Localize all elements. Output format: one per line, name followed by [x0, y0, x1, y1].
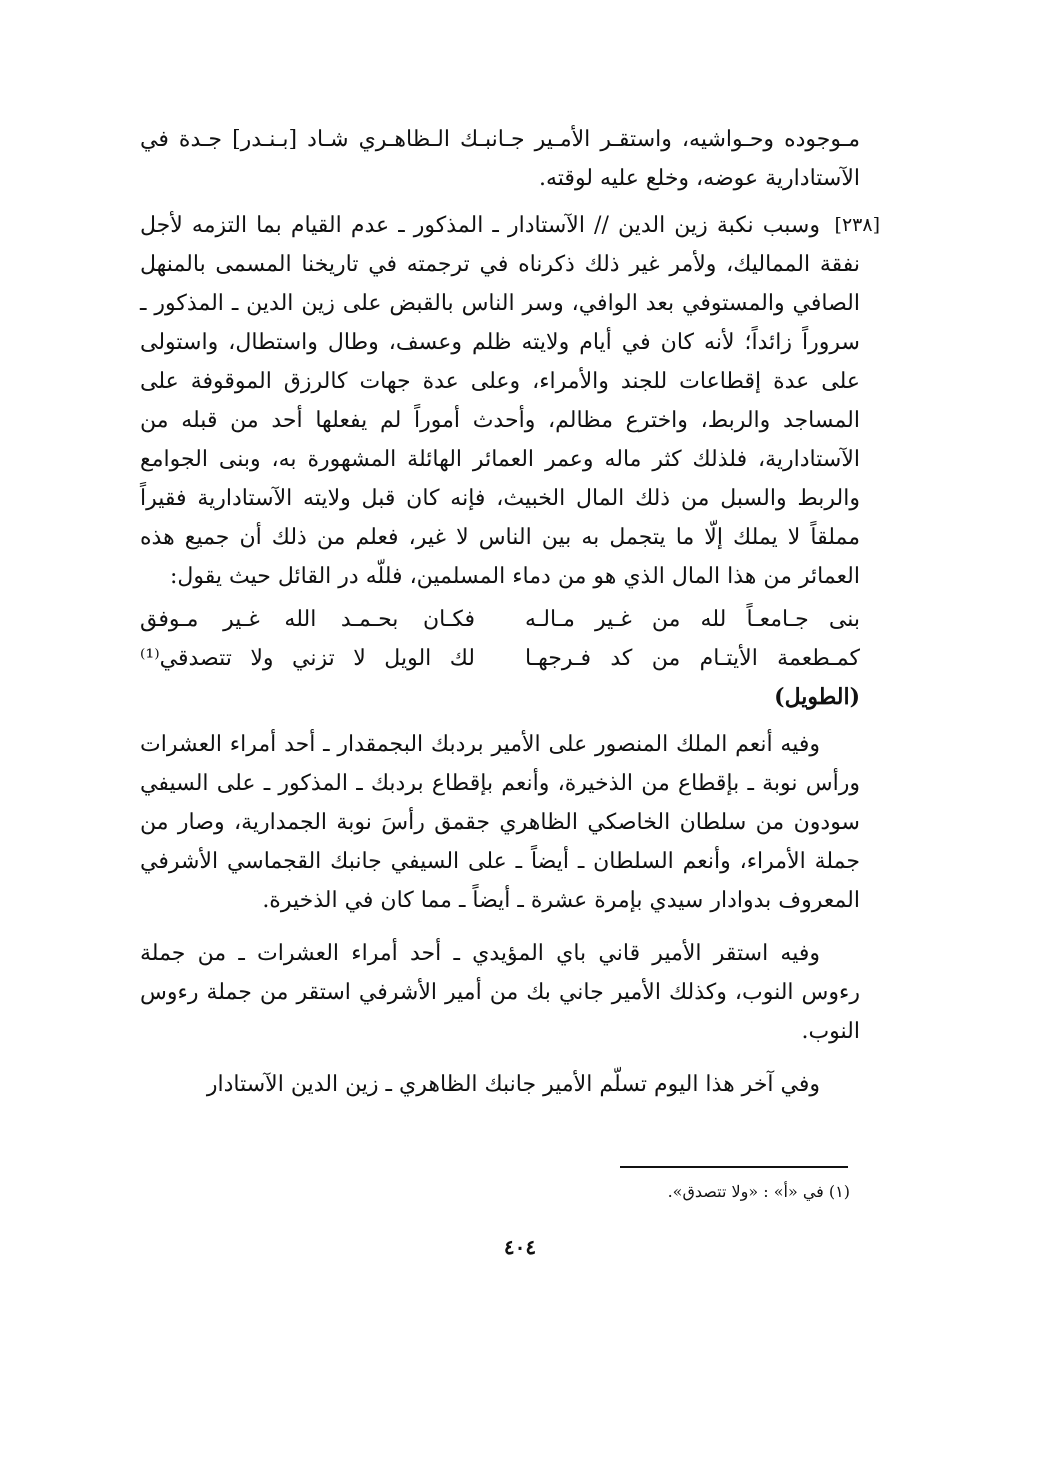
paragraph-4: وفيه استقر الأمير قاني باي المؤيدي ـ أحد أمراء العشرات ـ من جملة رءوس النوب، وكذلك الأمير جاني بك من أمير الأشرفي استقر من جملة رءوس النوب. [140, 941, 860, 1044]
poem-verse-2-second-hemistich: لك الويل لا تزني ولا تتصدقي⁽¹⁾ [140, 646, 475, 671]
poem-verse-1-first-hemistich: بنى جـامعـاً لله من غـير مـالـه [525, 607, 860, 632]
poem-verse-2-first-hemistich: كمـطعمة الأيتـام من كد فـرجهـا [525, 646, 860, 671]
paragraph-2 [140, 206, 880, 596]
paragraph-5: وفي آخر هذا اليوم تسلّم الأمير جانبك الظاهري ـ زين الدين الآستادار [206, 1072, 820, 1097]
poem [140, 600, 860, 717]
poem-verse-1-second-hemistich: فكـان بحـمـد الله غـير مـوفق [140, 607, 475, 632]
page-number: ٤٠٤ [503, 1235, 537, 1259]
margin-page-marker: [٢٣٨] [834, 214, 880, 236]
footnote: (١) في «أ» : «ولا تتصدق». [667, 1182, 850, 1201]
footnote-divider [620, 1166, 848, 1168]
paragraph-1: مـوجوده وحـواشيه، واستقـر الأمـير جـانبـك الـظاهـري شـاد [بـنـدر] جـدة في الآستادارية عوضه، وخلع عليه لوقته. [140, 127, 860, 191]
paragraph-2-text: وسبب نكبة زين الدين // الآستادار ـ المذكور ـ عدم القيام بما التزمه لأجل نفقة المماليك، ولأمر غير ذلك ذكرناه في ترجمته في تاريخنا المسمى بالمنهل الصافي والمستوفي بعد الوافي، وسر الناس بالقبض على زين الدين ـ المذكور ـ سروراً زائداً؛ لأنه كان في أيام ولايته ظلم وعسف، وطال واستطال، واستولى على عدة إقطاعات للجند والأمراء، وعلى عدة جهات كالرزق الموقوفة على المساجد والربط، واخترع مظالم، وأحدث أموراً لم يفعلها أحد من قبله من الآستادارية، فلذلك كثر ماله وعمر العمائر الهائلة المشهورة به، وبنى الجوامع والربط والسبل من ذلك المال الخبيث، فإنه كان قبل ولايته الآستادارية فقيراً مملقاً لا يملك إلّا ما يتجمل به بين الناس لا غير، فعلم من ذلك أن جميع هذه العمائر من هذا المال الذي هو من دماء المسلمين، فللّه در القائل حيث يقول: [140, 213, 860, 589]
poem-verse-2 [140, 639, 860, 678]
poem-verse-1 [140, 600, 860, 639]
paragraph-3: وفيه أنعم الملك المنصور على الأمير بردبك البجمقدار ـ أحد أمراء العشرات ورأس نوبة ـ بإقطاع من الذخيرة، وأنعم بإقطاع بردبك ـ المذكور ـ على السيفي سودون من سلطان الخاصكي الظاهري جقمق رأسَ نوبة الجمدارية، وصار من جملة الأمراء، وأنعم السلطان ـ أيضاً ـ على السيفي جانبك القجماسي الأشرفي المعروف بدوادار سيدي بإمرة عشرة ـ أيضاً ـ مما كان في الذخيرة. [140, 732, 860, 913]
main-text-block [140, 120, 880, 1104]
poem-meter-label: (الطويل) [774, 684, 860, 710]
